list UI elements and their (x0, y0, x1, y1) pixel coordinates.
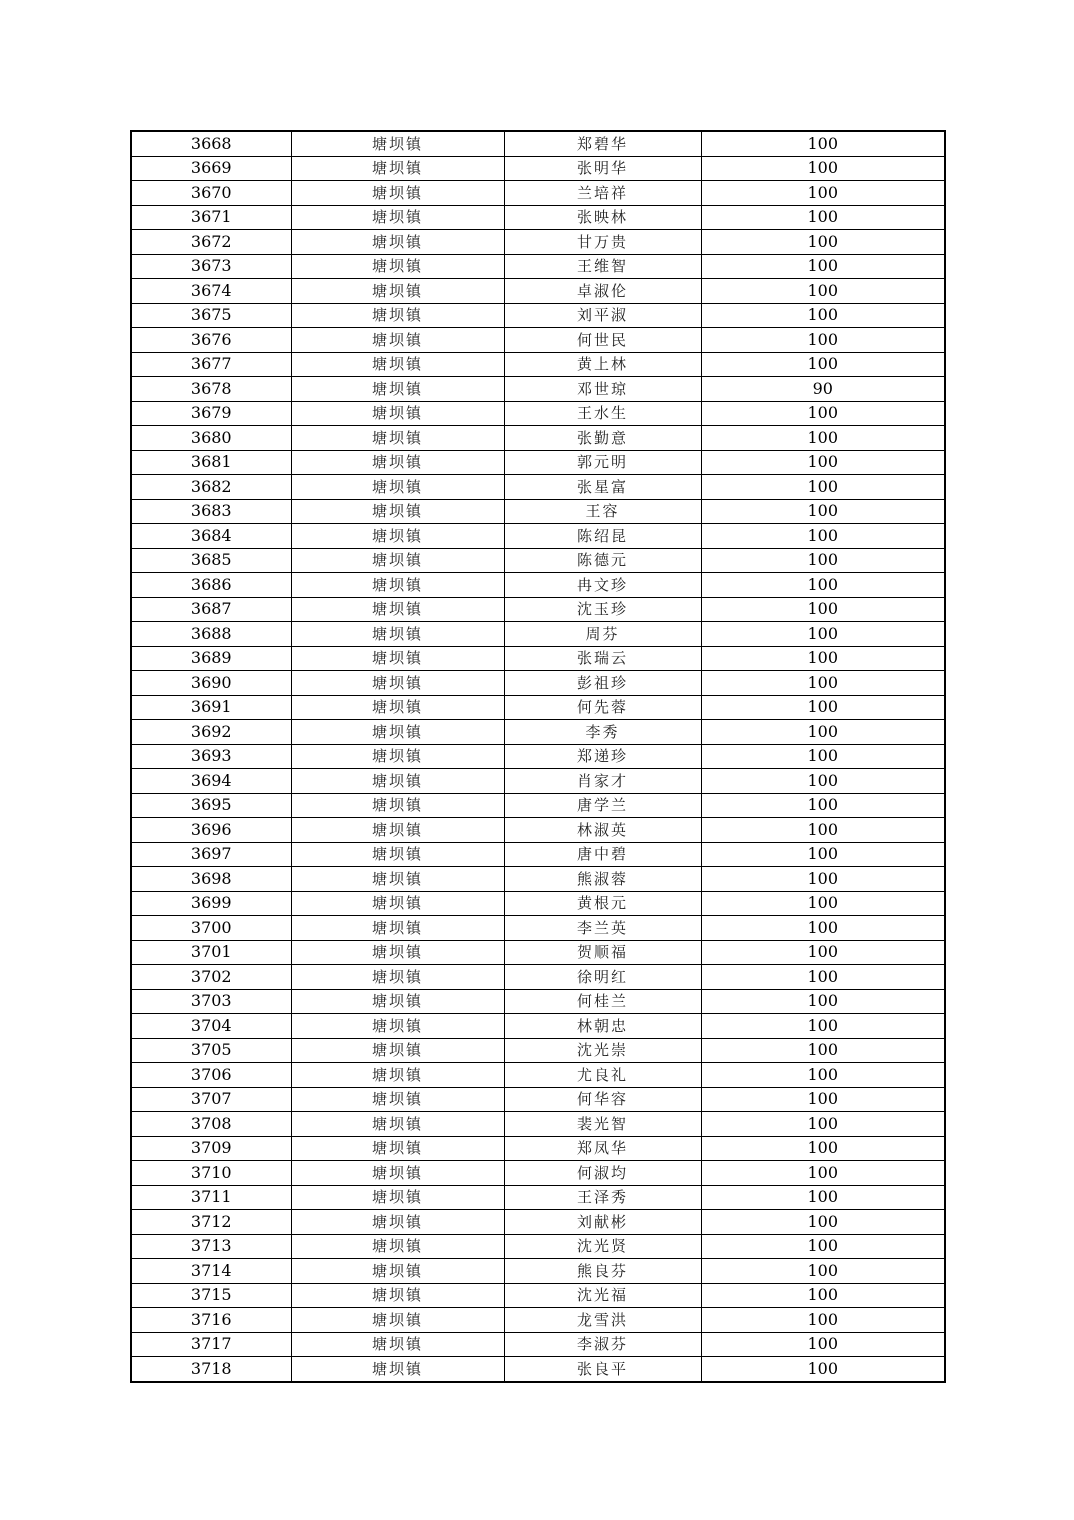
row-number-cell: 3716 (131, 1308, 291, 1333)
town-cell: 塘坝镇 (291, 769, 504, 794)
person-name-cell: 肖家才 (504, 769, 701, 794)
person-name-cell: 刘平淑 (504, 303, 701, 328)
person-name-cell: 徐明红 (504, 965, 701, 990)
town-cell: 塘坝镇 (291, 597, 504, 622)
amount-cell: 100 (701, 867, 945, 892)
row-number-cell: 3695 (131, 793, 291, 818)
amount-cell: 100 (701, 548, 945, 573)
row-number-cell: 3676 (131, 328, 291, 353)
table-row (131, 1259, 945, 1284)
row-number-cell: 3699 (131, 891, 291, 916)
amount-cell: 100 (701, 1112, 945, 1137)
person-name-cell: 郑碧华 (504, 131, 701, 156)
amount-cell: 100 (701, 891, 945, 916)
table-row (131, 1357, 945, 1382)
town-cell: 塘坝镇 (291, 622, 504, 647)
amount-cell: 100 (701, 818, 945, 843)
row-number-cell: 3698 (131, 867, 291, 892)
row-number-cell: 3673 (131, 254, 291, 279)
town-cell: 塘坝镇 (291, 695, 504, 720)
person-name-cell: 张映林 (504, 205, 701, 230)
amount-cell: 100 (701, 695, 945, 720)
table-row (131, 1308, 945, 1333)
town-cell: 塘坝镇 (291, 524, 504, 549)
row-number-cell: 3688 (131, 622, 291, 647)
row-number-cell: 3678 (131, 377, 291, 402)
amount-cell: 100 (701, 279, 945, 304)
table-row (131, 965, 945, 990)
town-cell: 塘坝镇 (291, 720, 504, 745)
row-number-cell: 3689 (131, 646, 291, 671)
amount-cell: 100 (701, 940, 945, 965)
amount-cell: 100 (701, 131, 945, 156)
table-row (131, 1161, 945, 1186)
row-number-cell: 3683 (131, 499, 291, 524)
table-row (131, 1210, 945, 1235)
row-number-cell: 3713 (131, 1234, 291, 1259)
row-number-cell: 3711 (131, 1185, 291, 1210)
row-number-cell: 3705 (131, 1038, 291, 1063)
row-number-cell: 3703 (131, 989, 291, 1014)
table-row (131, 181, 945, 206)
amount-cell: 100 (701, 205, 945, 230)
amount-cell: 100 (701, 989, 945, 1014)
person-name-cell: 冉文珍 (504, 573, 701, 598)
person-name-cell: 邓世琼 (504, 377, 701, 402)
town-cell: 塘坝镇 (291, 156, 504, 181)
row-number-cell: 3674 (131, 279, 291, 304)
town-cell: 塘坝镇 (291, 891, 504, 916)
town-cell: 塘坝镇 (291, 328, 504, 353)
person-name-cell: 陈绍昆 (504, 524, 701, 549)
town-cell: 塘坝镇 (291, 646, 504, 671)
town-cell: 塘坝镇 (291, 989, 504, 1014)
town-cell: 塘坝镇 (291, 1283, 504, 1308)
table-row (131, 793, 945, 818)
person-name-cell: 唐中碧 (504, 842, 701, 867)
person-name-cell: 张勤意 (504, 426, 701, 451)
table-row (131, 1038, 945, 1063)
town-cell: 塘坝镇 (291, 573, 504, 598)
person-name-cell: 李兰英 (504, 916, 701, 941)
table-row (131, 499, 945, 524)
row-number-cell: 3672 (131, 230, 291, 255)
town-cell: 塘坝镇 (291, 965, 504, 990)
town-cell: 塘坝镇 (291, 1136, 504, 1161)
table-row (131, 1087, 945, 1112)
amount-cell: 100 (701, 916, 945, 941)
row-number-cell: 3675 (131, 303, 291, 328)
table-row (131, 328, 945, 353)
row-number-cell: 3717 (131, 1332, 291, 1357)
town-cell: 塘坝镇 (291, 1332, 504, 1357)
amount-cell: 100 (701, 646, 945, 671)
table-row (131, 867, 945, 892)
table-row (131, 1063, 945, 1088)
town-cell: 塘坝镇 (291, 499, 504, 524)
person-name-cell: 沈光崇 (504, 1038, 701, 1063)
row-number-cell: 3700 (131, 916, 291, 941)
row-number-cell: 3669 (131, 156, 291, 181)
town-cell: 塘坝镇 (291, 205, 504, 230)
person-name-cell: 郑凤华 (504, 1136, 701, 1161)
town-cell: 塘坝镇 (291, 793, 504, 818)
table-row (131, 377, 945, 402)
amount-cell: 100 (701, 744, 945, 769)
row-number-cell: 3715 (131, 1283, 291, 1308)
row-number-cell: 3679 (131, 401, 291, 426)
town-cell: 塘坝镇 (291, 254, 504, 279)
amount-cell: 100 (701, 524, 945, 549)
table-row (131, 573, 945, 598)
row-number-cell: 3686 (131, 573, 291, 598)
town-cell: 塘坝镇 (291, 867, 504, 892)
amount-cell: 100 (701, 401, 945, 426)
row-number-cell: 3681 (131, 450, 291, 475)
row-number-cell: 3687 (131, 597, 291, 622)
table-row (131, 205, 945, 230)
table-row (131, 1283, 945, 1308)
row-number-cell: 3691 (131, 695, 291, 720)
amount-cell: 100 (701, 156, 945, 181)
row-number-cell: 3702 (131, 965, 291, 990)
table-row (131, 279, 945, 304)
amount-cell: 100 (701, 426, 945, 451)
amount-cell: 100 (701, 597, 945, 622)
town-cell: 塘坝镇 (291, 1014, 504, 1039)
person-name-cell: 甘万贵 (504, 230, 701, 255)
row-number-cell: 3701 (131, 940, 291, 965)
town-cell: 塘坝镇 (291, 548, 504, 573)
table-row (131, 989, 945, 1014)
row-number-cell: 3671 (131, 205, 291, 230)
person-name-cell: 何世民 (504, 328, 701, 353)
person-name-cell: 贺顺福 (504, 940, 701, 965)
person-name-cell: 王维智 (504, 254, 701, 279)
row-number-cell: 3708 (131, 1112, 291, 1137)
amount-cell: 100 (701, 1136, 945, 1161)
amount-cell: 100 (701, 352, 945, 377)
row-number-cell: 3718 (131, 1357, 291, 1382)
person-name-cell: 何桂兰 (504, 989, 701, 1014)
table-row (131, 818, 945, 843)
town-cell: 塘坝镇 (291, 1185, 504, 1210)
person-name-cell: 刘献彬 (504, 1210, 701, 1235)
table-row (131, 524, 945, 549)
row-number-cell: 3677 (131, 352, 291, 377)
row-number-cell: 3696 (131, 818, 291, 843)
amount-cell: 100 (701, 1038, 945, 1063)
row-number-cell: 3680 (131, 426, 291, 451)
table-row (131, 744, 945, 769)
amount-cell: 100 (701, 1234, 945, 1259)
table-row (131, 548, 945, 573)
amount-cell: 100 (701, 622, 945, 647)
table-row (131, 769, 945, 794)
table-row (131, 1112, 945, 1137)
row-number-cell: 3709 (131, 1136, 291, 1161)
amount-cell: 100 (701, 769, 945, 794)
row-number-cell: 3690 (131, 671, 291, 696)
town-cell: 塘坝镇 (291, 303, 504, 328)
amount-cell: 100 (701, 1161, 945, 1186)
row-number-cell: 3684 (131, 524, 291, 549)
town-cell: 塘坝镇 (291, 1087, 504, 1112)
table-row (131, 401, 945, 426)
row-number-cell: 3668 (131, 131, 291, 156)
town-cell: 塘坝镇 (291, 1063, 504, 1088)
town-cell: 塘坝镇 (291, 230, 504, 255)
town-cell: 塘坝镇 (291, 1161, 504, 1186)
amount-cell: 100 (701, 793, 945, 818)
person-name-cell: 陈德元 (504, 548, 701, 573)
town-cell: 塘坝镇 (291, 181, 504, 206)
row-number-cell: 3707 (131, 1087, 291, 1112)
amount-cell: 100 (701, 1014, 945, 1039)
table-row (131, 230, 945, 255)
person-name-cell: 林淑英 (504, 818, 701, 843)
person-name-cell: 李秀 (504, 720, 701, 745)
town-cell: 塘坝镇 (291, 1210, 504, 1235)
town-cell: 塘坝镇 (291, 401, 504, 426)
town-cell: 塘坝镇 (291, 1112, 504, 1137)
table-row (131, 842, 945, 867)
table-row (131, 1014, 945, 1039)
town-cell: 塘坝镇 (291, 1038, 504, 1063)
person-name-cell: 龙雪洪 (504, 1308, 701, 1333)
town-cell: 塘坝镇 (291, 131, 504, 156)
amount-cell: 100 (701, 475, 945, 500)
town-cell: 塘坝镇 (291, 1308, 504, 1333)
amount-cell: 100 (701, 1259, 945, 1284)
amount-cell: 100 (701, 328, 945, 353)
row-number-cell: 3692 (131, 720, 291, 745)
person-name-cell: 周芬 (504, 622, 701, 647)
table-row (131, 1136, 945, 1161)
town-cell: 塘坝镇 (291, 671, 504, 696)
row-number-cell: 3693 (131, 744, 291, 769)
town-cell: 塘坝镇 (291, 818, 504, 843)
town-cell: 塘坝镇 (291, 1234, 504, 1259)
row-number-cell: 3706 (131, 1063, 291, 1088)
town-cell: 塘坝镇 (291, 842, 504, 867)
town-cell: 塘坝镇 (291, 744, 504, 769)
row-number-cell: 3670 (131, 181, 291, 206)
table-row (131, 450, 945, 475)
person-name-cell: 何先蓉 (504, 695, 701, 720)
amount-cell: 100 (701, 842, 945, 867)
person-name-cell: 裴光智 (504, 1112, 701, 1137)
table-row (131, 475, 945, 500)
amount-cell: 100 (701, 1210, 945, 1235)
person-name-cell: 沈光贤 (504, 1234, 701, 1259)
person-name-cell: 唐学兰 (504, 793, 701, 818)
person-name-cell: 兰培祥 (504, 181, 701, 206)
table-row (131, 156, 945, 181)
person-name-cell: 郭元明 (504, 450, 701, 475)
table-row (131, 622, 945, 647)
person-name-cell: 张瑞云 (504, 646, 701, 671)
person-name-cell: 何淑均 (504, 1161, 701, 1186)
row-number-cell: 3704 (131, 1014, 291, 1039)
row-number-cell: 3685 (131, 548, 291, 573)
amount-cell: 100 (701, 499, 945, 524)
town-cell: 塘坝镇 (291, 1357, 504, 1382)
table-row (131, 303, 945, 328)
person-name-cell: 沈光福 (504, 1283, 701, 1308)
town-cell: 塘坝镇 (291, 279, 504, 304)
person-name-cell: 黄根元 (504, 891, 701, 916)
table-row (131, 646, 945, 671)
row-number-cell: 3710 (131, 1161, 291, 1186)
person-name-cell: 林朝忠 (504, 1014, 701, 1039)
person-name-cell: 何华容 (504, 1087, 701, 1112)
row-number-cell: 3714 (131, 1259, 291, 1284)
town-cell: 塘坝镇 (291, 352, 504, 377)
amount-cell: 100 (701, 573, 945, 598)
amount-cell: 100 (701, 720, 945, 745)
amount-cell: 100 (701, 965, 945, 990)
town-cell: 塘坝镇 (291, 450, 504, 475)
town-cell: 塘坝镇 (291, 916, 504, 941)
person-name-cell: 沈玉珍 (504, 597, 701, 622)
person-name-cell: 王泽秀 (504, 1185, 701, 1210)
person-name-cell: 王水生 (504, 401, 701, 426)
row-number-cell: 3712 (131, 1210, 291, 1235)
person-name-cell: 卓淑伦 (504, 279, 701, 304)
table-row (131, 1332, 945, 1357)
table-row (131, 671, 945, 696)
amount-cell: 100 (701, 1087, 945, 1112)
person-name-cell: 张星富 (504, 475, 701, 500)
person-name-cell: 郑递珍 (504, 744, 701, 769)
person-name-cell: 熊淑蓉 (504, 867, 701, 892)
person-name-cell: 张明华 (504, 156, 701, 181)
table-row (131, 597, 945, 622)
person-name-cell: 张良平 (504, 1357, 701, 1382)
row-number-cell: 3694 (131, 769, 291, 794)
table-row (131, 131, 945, 156)
amount-cell: 100 (701, 1357, 945, 1382)
amount-cell: 100 (701, 181, 945, 206)
town-cell: 塘坝镇 (291, 940, 504, 965)
town-cell: 塘坝镇 (291, 1259, 504, 1284)
table-row (131, 1185, 945, 1210)
table-row (131, 254, 945, 279)
town-cell: 塘坝镇 (291, 377, 504, 402)
amount-cell: 100 (701, 1332, 945, 1357)
row-number-cell: 3682 (131, 475, 291, 500)
row-number-cell: 3697 (131, 842, 291, 867)
amount-cell: 100 (701, 230, 945, 255)
town-cell: 塘坝镇 (291, 475, 504, 500)
amount-cell: 100 (701, 1185, 945, 1210)
person-name-cell: 黄上林 (504, 352, 701, 377)
table-row (131, 352, 945, 377)
table-row (131, 695, 945, 720)
person-name-cell: 熊良芬 (504, 1259, 701, 1284)
table-row (131, 426, 945, 451)
person-name-cell: 李淑芬 (504, 1332, 701, 1357)
amount-cell: 100 (701, 1308, 945, 1333)
person-name-cell: 王容 (504, 499, 701, 524)
table-row (131, 916, 945, 941)
roster-table-body (131, 131, 945, 1382)
roster-table (130, 130, 946, 1383)
table-row (131, 891, 945, 916)
person-name-cell: 尤良礼 (504, 1063, 701, 1088)
town-cell: 塘坝镇 (291, 426, 504, 451)
table-row (131, 940, 945, 965)
amount-cell: 100 (701, 450, 945, 475)
amount-cell: 100 (701, 1283, 945, 1308)
amount-cell: 100 (701, 1063, 945, 1088)
amount-cell: 100 (701, 303, 945, 328)
table-row (131, 720, 945, 745)
amount-cell: 90 (701, 377, 945, 402)
amount-cell: 100 (701, 254, 945, 279)
amount-cell: 100 (701, 671, 945, 696)
table-row (131, 1234, 945, 1259)
person-name-cell: 彭祖珍 (504, 671, 701, 696)
